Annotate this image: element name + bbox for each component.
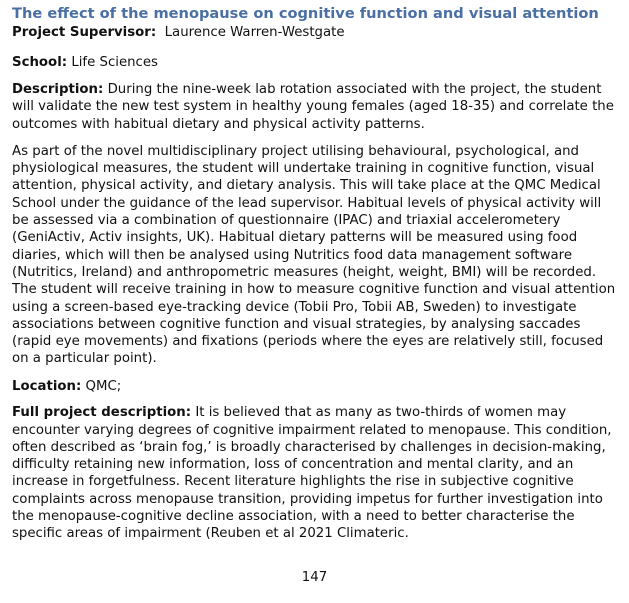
full-description-label: Full project description: (12, 405, 192, 421)
full-description-text: It is believed that as many as two-thirds of women may encounter varying degrees of cognitive impairment related to menopause. This condition, often described as ‘brain fog,’ is broadly characterised by challenges in decision-making, difficulty retaining new information, loss of concentration and mental clarity, and an increase in forgetfulness. Recent literature highlights the rise in subjective cognitive complaints across menopause transition, providing impetus for further investigation into the menopause-cognitive decline association, with a need to better characterise the specific areas of impairment (Reuben et al 2021 Climateric. (12, 405, 612, 542)
page-number: 147 (301, 570, 328, 585)
school-value: Life Sciences (71, 54, 158, 70)
supervisor-label: Project Supervisor: (12, 25, 157, 40)
school-line (12, 54, 618, 72)
location-value: QMC; (85, 378, 122, 394)
supervisor-value: Laurence Warren-Westgate (164, 25, 345, 40)
school-label: School: (12, 54, 68, 70)
description-label: Description: (12, 82, 104, 97)
supervisor-line (12, 24, 618, 42)
full-description-paragraph (12, 404, 618, 542)
location-label: Location: (12, 378, 82, 394)
methods-paragraph: As part of the novel multidisciplinary project utilising behavioural, psychological, and physiological measures, the student will undertake training in cognitive function, visual attention, physical activity, and dietary analysis. This will take place at the QMC Medical School under the guidance of the lead supervisor. Habitual levels of physical activity will be assessed via a combination of questionnaire (IPAC) and triaxial accelerometery (GeniActiv, Activ insights, UK). Habitual dietary patterns will be measured using food diaries, which will then be analysed using Nutritics food data management software (Nutritics, Ireland) and anthropometric measures (height, weight, BMI) will be recorded. The student will receive training in how to measure cognitive function and visual attention using a screen-based eye-tracking device (Tobii Pro, Tobii AB, Sweden) to investigate associations between cognitive function and visual strategies, by analysing saccades (rapid eye movements) and fixations (periods where the eyes are relatively still, focused on a particular point). (12, 143, 616, 367)
description-paragraph (12, 81, 618, 133)
project-title: The effect of the menopause on cognitive function and visual attention (12, 5, 599, 22)
description-text: During the nine-week lab rotation associated with the project, the student will validate the new test system in healthy young females (aged 18-35) and correlate the outcomes with habitual dietary and physical activity patterns. (12, 82, 614, 132)
document-page (12, 4, 618, 543)
location-line (12, 378, 618, 396)
